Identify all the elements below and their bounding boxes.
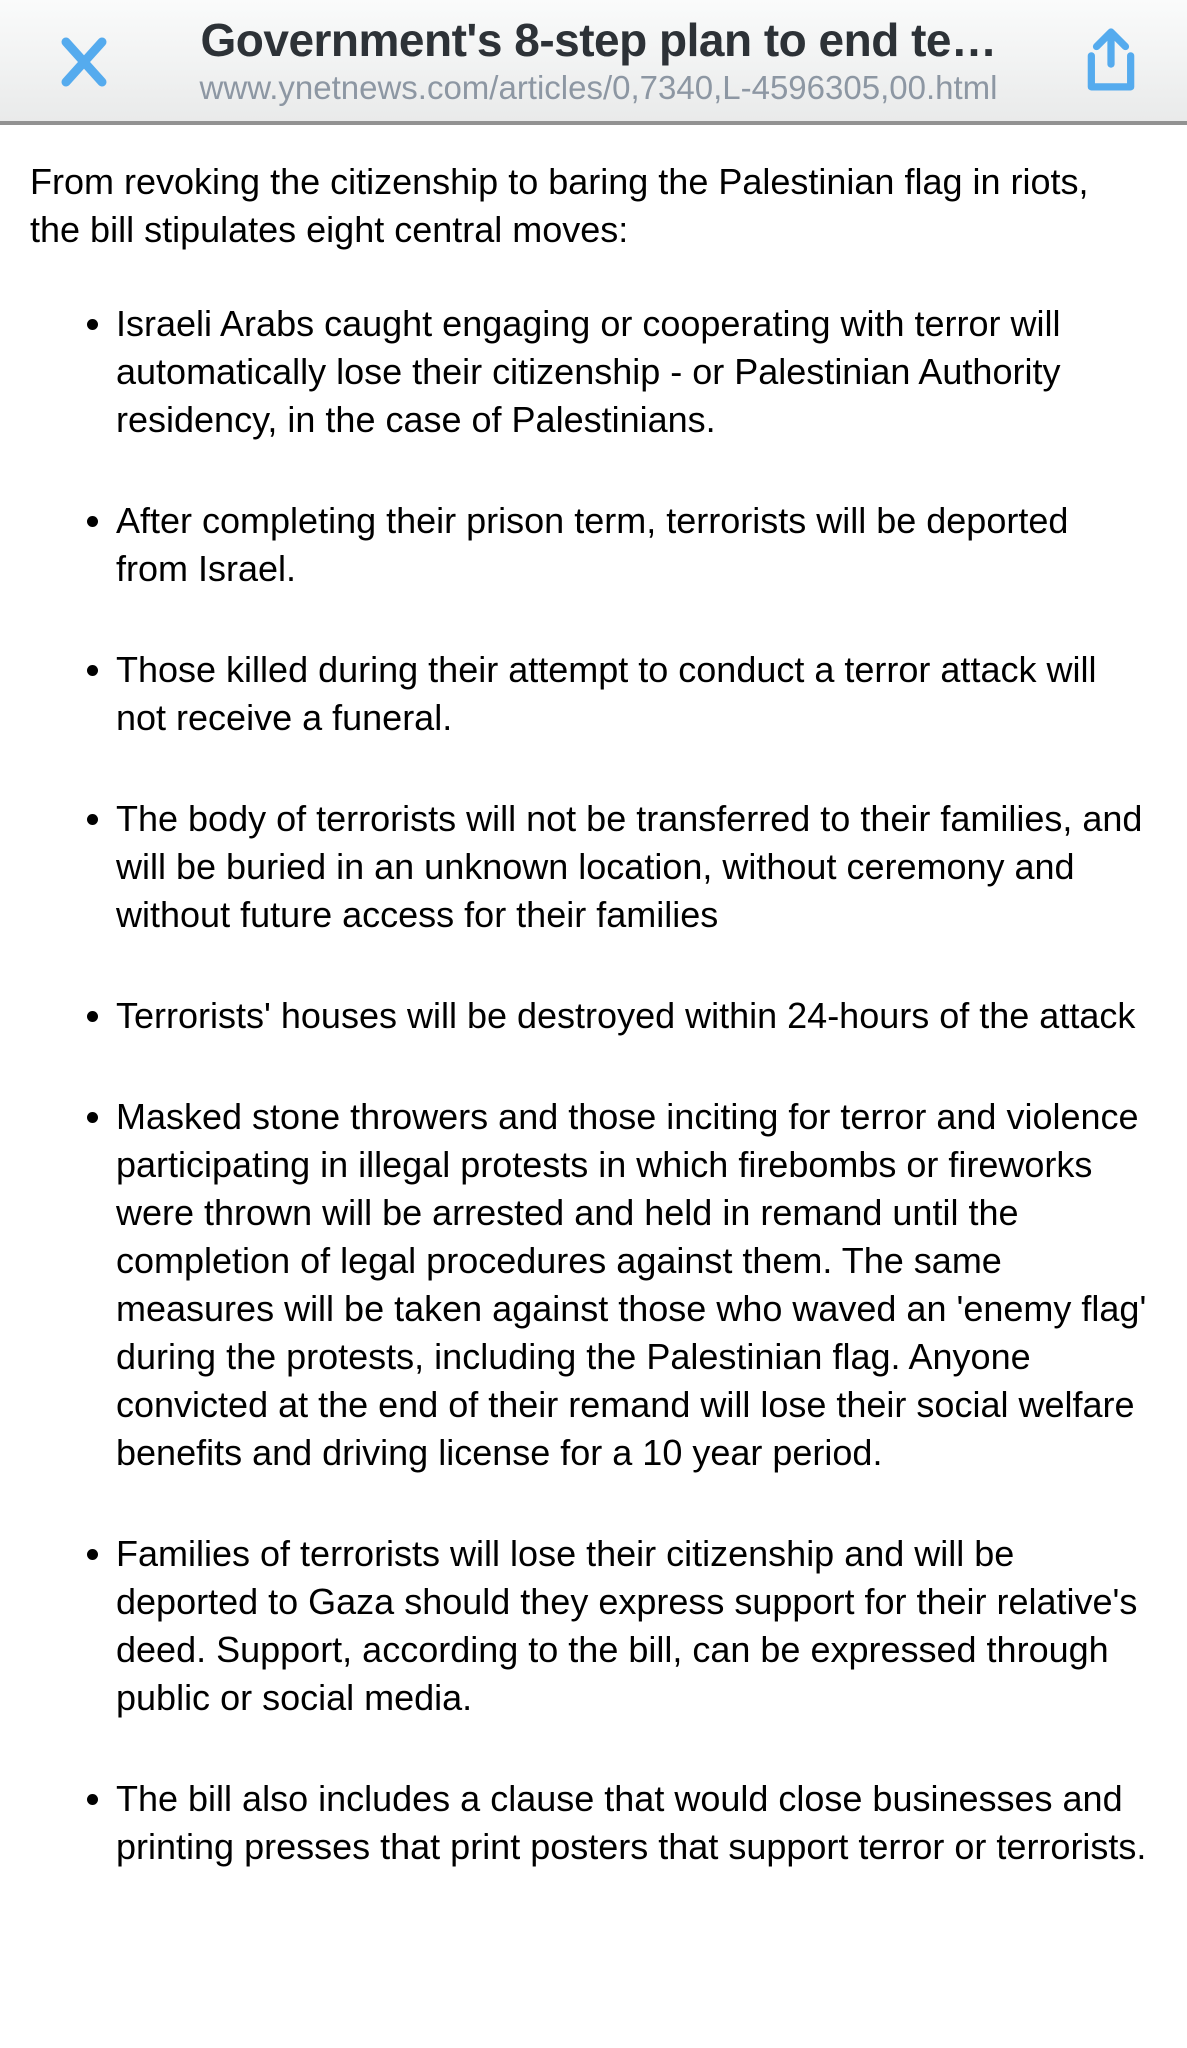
page-title: Government's 8-step plan to end te… xyxy=(200,14,997,66)
share-button[interactable] xyxy=(1081,26,1141,96)
page-url: www.ynetnews.com/articles/0,7340,L-4596305,00.html xyxy=(199,69,998,106)
list-item: • Israeli Arabs caught engaging or cooperating with terror will automatically lose their citizenship - or Palestinian Authority residency, in the case of Palestinians. xyxy=(116,300,1147,444)
list-item: • Terrorists' houses will be destroyed within 24-hours of the attack xyxy=(116,992,1147,1040)
header-title-block xyxy=(130,14,1067,107)
article-content xyxy=(0,125,1187,1871)
share-up-arrow-icon xyxy=(1081,84,1141,99)
list-item: • Those killed during their attempt to conduct a terror attack will not receive a funeral. xyxy=(116,646,1147,742)
list-item: • The bill also includes a clause that would close businesses and printing presses that print posters that support terror or terrorists. xyxy=(116,1775,1147,1871)
close-button[interactable] xyxy=(58,34,110,90)
bullet-list xyxy=(30,300,1147,1871)
list-item: • The body of terrorists will not be transferred to their families, and will be buried in an unknown location, without ceremony and without future access for their families xyxy=(116,795,1147,939)
close-x-icon xyxy=(58,78,110,93)
article-intro: From revoking the citizenship to baring the Palestinian flag in riots, the bill stipulates eight central moves: xyxy=(30,161,1089,250)
list-item: • Masked stone throwers and those inciting for terror and violence participating in illegal protests in which firebombs or fireworks were thrown will be arrested and held in remand until the completion of legal procedures against them. The same measures will be taken against those who waved an 'enemy flag' during the protests, including the Palestinian flag. Anyone convicted at the end of their remand will lose their social welfare benefits and driving license for a 10 year period. xyxy=(116,1093,1147,1477)
list-item: • After completing their prison term, terrorists will be deported from Israel. xyxy=(116,497,1147,593)
browser-header xyxy=(0,0,1187,125)
list-item: • Families of terrorists will lose their citizenship and will be deported to Gaza should they express support for their relative's deed. Support, according to the bill, can be expressed through public or social media. xyxy=(116,1530,1147,1722)
